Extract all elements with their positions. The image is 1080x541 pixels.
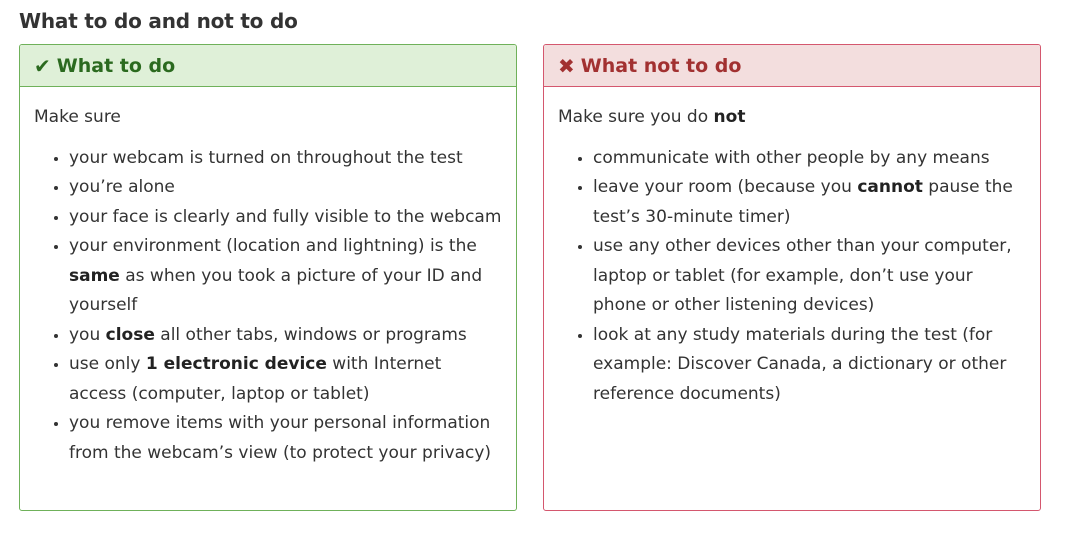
- what-not-to-do-header: [544, 45, 1040, 87]
- check-icon: ✔: [34, 53, 51, 78]
- list-item: • your environment (location and lightning) is the same as when you took a picture of your ID and yourself: [69, 232, 502, 321]
- list-item: • look at any study materials during the test (for example: Discover Canada, a dictionary or other reference documents): [593, 321, 1026, 410]
- what-to-do-title: What to do: [56, 54, 176, 77]
- list-item: • use only 1 electronic device with Internet access (computer, laptop or tablet): [69, 350, 502, 409]
- what-to-do-intro: Make sure: [34, 107, 121, 127]
- what-to-do-body: [20, 87, 516, 468]
- what-not-to-do-intro: Make sure you do not: [558, 107, 746, 127]
- list-item: • leave your room (because you cannot pause the test’s 30-minute timer): [593, 173, 1026, 232]
- what-not-to-do-list: [558, 144, 1026, 410]
- section-title: What to do and not to do: [19, 9, 298, 33]
- x-icon: ✖: [558, 53, 575, 78]
- list-item: • you close all other tabs, windows or programs: [69, 321, 502, 351]
- what-to-do-panel: [19, 44, 517, 511]
- what-not-to-do-panel: [543, 44, 1041, 511]
- list-item: • you remove items with your personal information from the webcam’s view (to protect your privacy): [69, 409, 502, 468]
- list-item: • your face is clearly and fully visible to the webcam: [69, 203, 502, 233]
- what-to-do-header: [20, 45, 516, 87]
- list-item: • your webcam is turned on throughout the test: [69, 144, 502, 174]
- list-item: • communicate with other people by any means: [593, 144, 1026, 174]
- list-item: • you’re alone: [69, 173, 502, 203]
- what-not-to-do-body: [544, 87, 1040, 409]
- what-not-to-do-title: What not to do: [580, 54, 742, 77]
- list-item: • use any other devices other than your computer, laptop or tablet (for example, don’t use your phone or other listening devices): [593, 232, 1026, 321]
- what-to-do-list: [34, 144, 502, 469]
